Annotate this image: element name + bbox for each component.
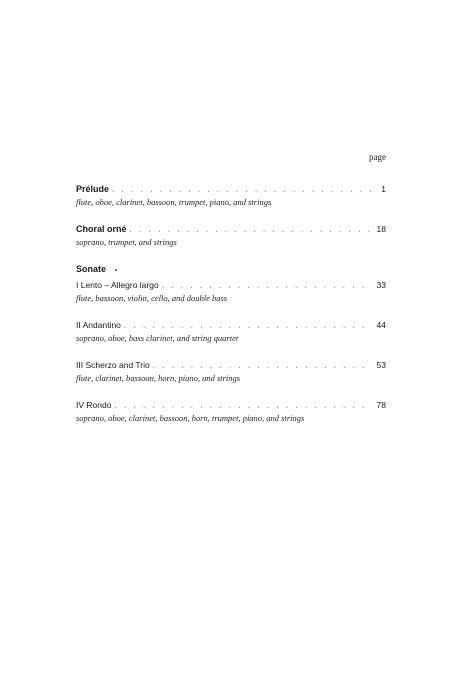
entry-title: Choral orné [76,224,127,234]
toc-line [76,182,386,196]
instrumentation: soprano, trumpet, and strings [76,237,177,247]
page-number: 78 [376,400,386,410]
toc-line [76,398,386,412]
entry-title: I Lento – Allegro largo [76,280,159,290]
section-heading [76,262,386,278]
entry-title: II Andantino [76,320,121,330]
toc-line [76,278,386,292]
page-number: 53 [376,360,386,370]
toc-line [76,318,386,332]
page-number: 18 [376,224,386,234]
dot-leader [114,398,372,412]
page-number: 44 [376,320,386,330]
toc-entry-movement-3 [76,358,386,385]
instrumentation: soprano, oboe, clarinet, bassoon, horn, trumpet, piano, and strings [76,413,305,423]
page-column-label: page [369,152,386,162]
entry-title: IV Rondo [76,400,112,410]
toc-line [76,358,386,372]
entry-title: III Scherzo and Trio [76,360,150,370]
toc-entry-movement-2 [76,318,386,345]
toc-entry-movement-1 [76,278,386,305]
toc-entry-prelude [76,182,386,209]
section-title: Sonate [76,264,107,274]
page-number: 33 [376,280,386,290]
instrumentation: flute, bassoon, violin, cello, and double bass [76,293,228,303]
instrumentation: flute, oboe, clarinet, bassoon, trumpet, piano, and strings [76,197,272,207]
dot-leader [112,182,372,196]
instrumentation: soprano, oboe, bass clarinet, and string quartet [76,333,239,343]
toc-entry-choral [76,222,386,249]
entry-title: Prélude [76,184,110,194]
toc-entry-movement-4 [76,398,386,425]
table-of-contents [76,182,386,438]
toc-line [76,222,386,236]
dot-leader [130,222,372,236]
instrumentation: flute, clarinet, bassoon, horn, piano, and strings [76,373,241,383]
dot-mark: • [115,268,118,274]
dot-leader [153,358,372,372]
dot-leader [162,278,372,292]
toc-group-sonate [76,262,386,425]
page-number: 1 [381,184,386,194]
dot-leader [124,318,372,332]
